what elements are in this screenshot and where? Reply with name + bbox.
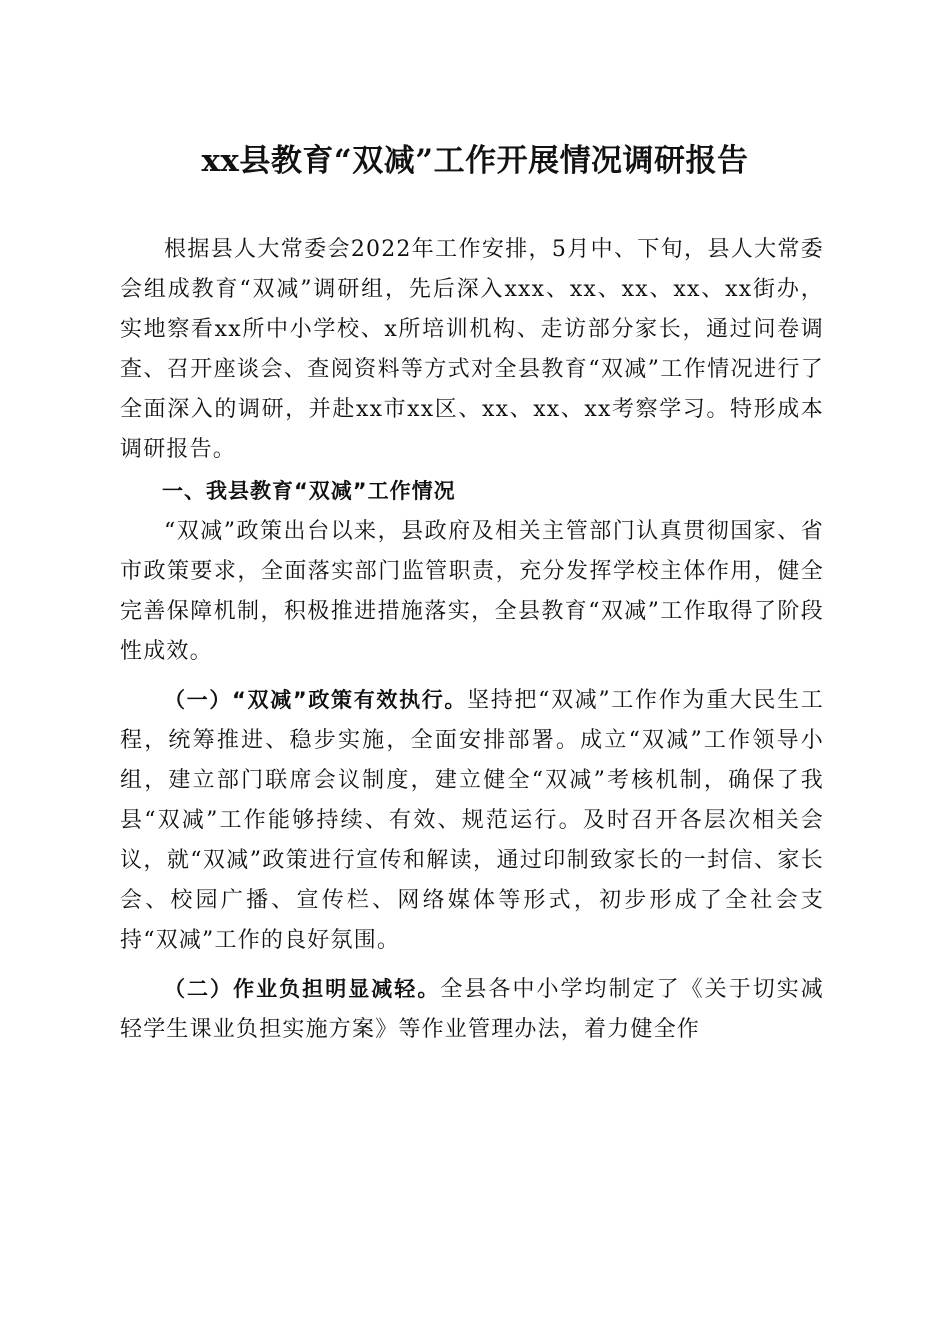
section-1-paragraph: “双减”政策出台以来，县政府及相关主管部门认真贯彻国家、省市政策要求，全面落实部门监管职责，充分发挥学校主体作用，健全完善保障机制，积极推进措施落实，全县教育“双减”工作取得了阶段性成效。: [120, 519, 824, 664]
paragraph-gap: [120, 961, 824, 969]
subsection-1-text: 坚持把“双减”工作作为重大民生工程，统筹推进、稳步实施，全面安排部署。成立“双减”工作领导小组，建立部门联席会议制度，建立健全“双减”考核机制，确保了我县“双减”工作能够持续、有效、规范运行。及时召开各层次相关会议，就“双减”政策进行宣传和解读，通过印制致家长的一封信、家长会、校园广播、宣传栏、网络媒体等形式，初步形成了全社会支持“双减”工作的良好氛围。: [120, 688, 824, 953]
paragraph-gap: [120, 672, 824, 680]
subsection-2-lead: （二）作业负担明显减轻。: [164, 977, 441, 1001]
subsection-2-paragraph: [120, 969, 824, 1050]
intro-paragraph: 根据县人大常委会2022年工作安排，5月中、下旬，县人大常委会组成教育“双减”调研组，先后深入xxx、xx、xx、xx、xx街办，实地察看xx所中小学校、x所培训机构、走访部分家长，通过问卷调查、召开座谈会、查阅资料等方式对全县教育“双减”工作情况进行了全面深入的调研，并赴xx市xx区、xx、xx、xx考察学习。特形成本调研报告。: [120, 237, 824, 462]
document-body: [120, 230, 824, 1050]
subsection-1-lead: （一）“双减”政策有效执行。: [164, 688, 468, 712]
document-title: xx县教育“双减”工作开展情况调研报告: [201, 143, 749, 179]
section-1-heading: 一、我县教育“双减”工作情况: [162, 479, 456, 503]
subsection-1-paragraph: [120, 680, 824, 961]
subsection-2-text: 全县各中小学均制定了《关于切实减轻学生课业负担实施方案》等作业管理办法，着力健全作: [120, 977, 824, 1042]
